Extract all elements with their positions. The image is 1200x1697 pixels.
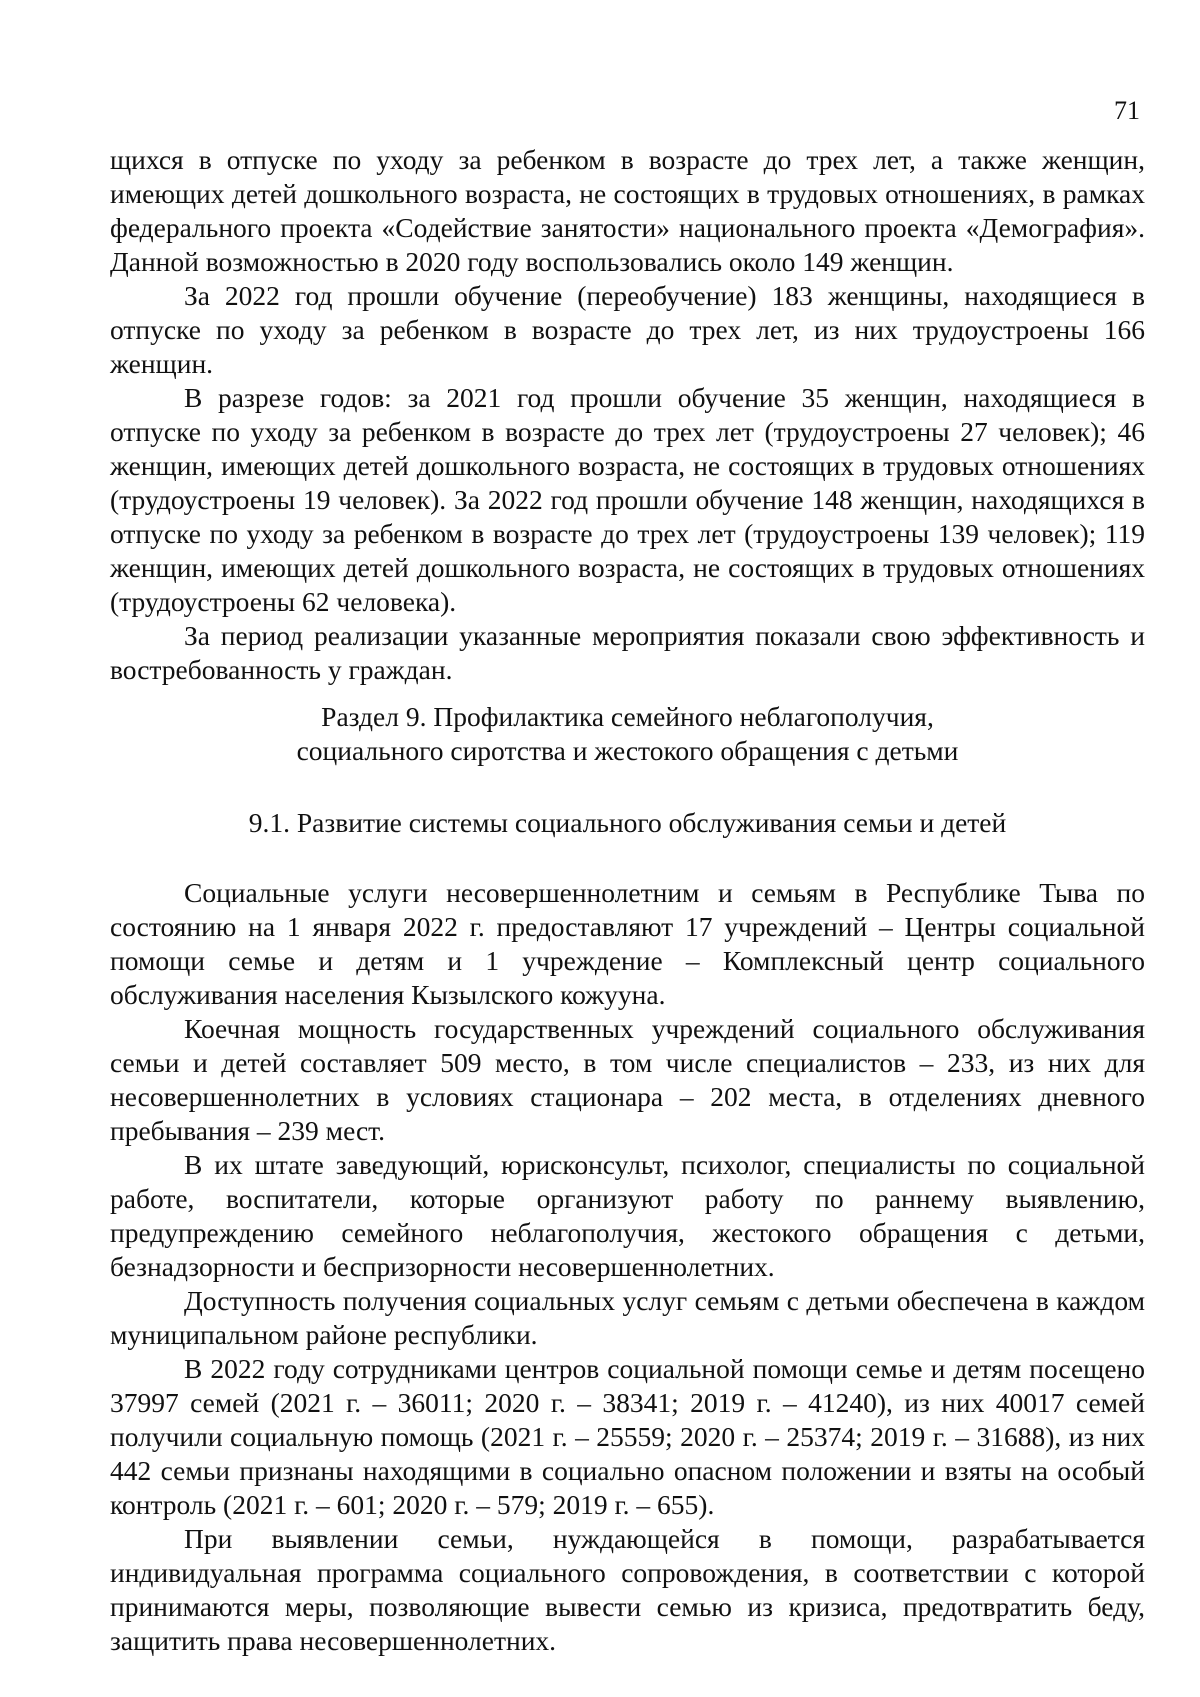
- section-title-line-1: Раздел 9. Профилактика семейного неблагополучия,: [321, 701, 934, 732]
- paragraph-availability: Доступность получения социальных услуг семьям с детьми обеспечена в каждом муниципальном районе республики.: [110, 1285, 1145, 1350]
- paragraph-continued: щихся в отпуске по уходу за ребенком в возрасте до трех лет, а также женщин, имеющих детей дошкольного возраста, не состоящих в трудовых отношениях, в рамках федерального проекта «Содействие занятости» национального проекта «Демография». Данной возможностью в 2020 году воспользовались около 149 женщин.: [110, 144, 1145, 277]
- paragraph-institutions: Социальные услуги несовершеннолетним и семьям в Республике Тыва по состоянию на 1 января 2022 г. предоставляют 17 учреждений – Центры социальной помощи семье и детям и 1 учреждение – Комплексный центр социального обслуживания населения Кызылского кожууна.: [110, 877, 1145, 1010]
- paragraph-2022-training: За 2022 год прошли обучение (переобучение) 183 женщины, находящиеся в отпуске по уходу за ребенком в возрасте до трех лет, из них трудоустроены 166 женщин.: [110, 280, 1145, 379]
- paragraph-individual-program: При выявлении семьи, нуждающейся в помощи, разрабатывается индивидуальная программа социального сопровождения, в соответствии с которой принимаются меры, позволяющие вывести семью из кризиса, предотвратить беду, защитить права несовершеннолетних.: [110, 1523, 1145, 1656]
- text-block-social-services: [110, 876, 1145, 1658]
- paragraph-effectiveness: За период реализации указанные мероприятия показали свою эффективность и востребованность у граждан.: [110, 620, 1145, 685]
- section-title-line-2: социального сиротства и жестокого обращения с детьми: [296, 735, 959, 766]
- text-block-employment: [110, 143, 1145, 687]
- paragraph-visits-2022: В 2022 году сотрудниками центров социальной помощи семье и детям посещено 37997 семей (2021 г. – 36011; 2020 г. – 38341; 2019 г. – 41240), из них 40017 семей получили социальную помощь (2021 г. – 25559; 2020 г. – 25374; 2019 г. – 31688), из них 442 семьи признаны находящими в социально опасном положении и взяты на особый контроль (2021 г. – 601; 2020 г. – 579; 2019 г. – 655).: [110, 1353, 1145, 1520]
- section-title: [110, 700, 1145, 768]
- paragraph-by-years: В разрезе годов: за 2021 год прошли обучение 35 женщин, находящиеся в отпуске по уходу за ребенком в возрасте до трех лет (трудоустроены 27 человек); 46 женщин, имеющих детей дошкольного возраста, не состоящих в трудовых отношениях (трудоустроены 19 человек). За 2022 год прошли обучение 148 женщин, находящихся в отпуске по уходу за ребенком в возрасте до трех лет (трудоустроены 139 человек); 119 женщин, имеющих детей дошкольного возраста, не состоящих в трудовых отношениях (трудоустроены 62 человека).: [110, 382, 1145, 617]
- paragraph-staff: В их штате заведующий, юрисконсульт, психолог, специалисты по социальной работе, воспитатели, которые организуют работу по раннему выявлению, предупреждению семейного неблагополучия, жестокого обращения с детьми, безнадзорности и беспризорности несовершеннолетних.: [110, 1149, 1145, 1282]
- page-number: 71: [1114, 96, 1140, 125]
- subsection-title: 9.1. Развитие системы социального обслуживания семьи и детей: [248, 807, 1007, 838]
- paragraph-bed-capacity: Коечная мощность государственных учреждений социального обслуживания семьи и детей составляет 509 место, в том числе специалистов – 233, из них для несовершеннолетних в условиях стационара – 202 места, в отделениях дневного пребывания – 239 мест.: [110, 1013, 1145, 1146]
